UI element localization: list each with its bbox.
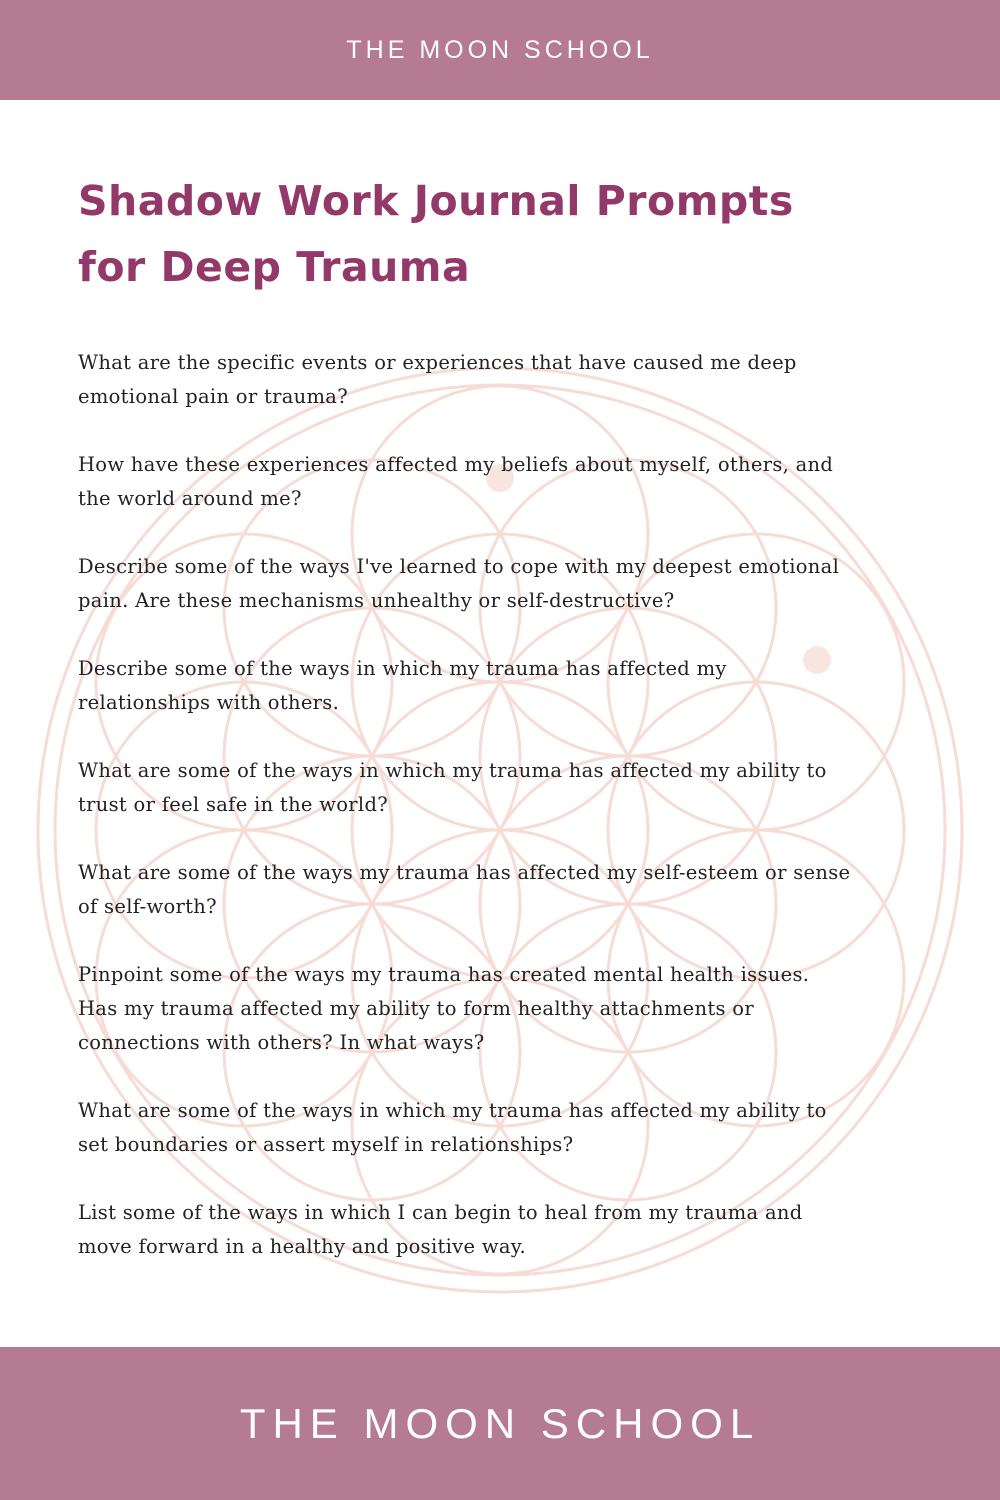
header-bar xyxy=(0,0,1000,100)
prompt-line: Has my trauma affected my ability to form healthy attachments or xyxy=(78,997,754,1020)
title-line-1: Shadow Work Journal Prompts xyxy=(78,177,794,225)
header-brand: THE MOON SCHOOL xyxy=(346,35,654,64)
prompt-item xyxy=(78,754,928,822)
prompt-line: of self-worth? xyxy=(78,895,217,918)
prompt-line: What are the specific events or experiences that have caused me deep xyxy=(78,351,797,374)
prompt-item xyxy=(78,550,928,618)
prompt-item xyxy=(78,1196,928,1264)
footer-bar xyxy=(0,1347,1000,1500)
prompt-line: What are some of the ways in which my trauma has affected my ability to xyxy=(78,1099,827,1122)
prompt-line: move forward in a healthy and positive way. xyxy=(78,1235,526,1258)
prompt-line: pain. Are these mechanisms unhealthy or self-destructive? xyxy=(78,589,675,612)
prompt-line: set boundaries or assert myself in relationships? xyxy=(78,1133,574,1156)
prompt-item xyxy=(78,346,928,414)
prompt-item xyxy=(78,448,928,516)
prompt-line: relationships with others. xyxy=(78,691,340,714)
prompt-line: How have these experiences affected my beliefs about myself, others, and xyxy=(78,453,834,476)
prompt-line: What are some of the ways in which my trauma has affected my ability to xyxy=(78,759,827,782)
main-content xyxy=(78,168,928,1298)
title-line-2: for Deep Trauma xyxy=(78,243,471,291)
prompt-line: Pinpoint some of the ways my trauma has created mental health issues. xyxy=(78,963,810,986)
prompt-line: connections with others? In what ways? xyxy=(78,1031,485,1054)
prompt-item xyxy=(78,652,928,720)
prompt-line: trust or feel safe in the world? xyxy=(78,793,388,816)
footer-brand: THE MOON SCHOOL xyxy=(239,1399,761,1447)
page-title xyxy=(78,168,928,300)
prompt-line: What are some of the ways my trauma has affected my self-esteem or sense xyxy=(78,861,851,884)
prompt-line: Describe some of the ways I've learned to cope with my deepest emotional xyxy=(78,555,840,578)
prompt-item xyxy=(78,856,928,924)
prompt-line: the world around me? xyxy=(78,487,302,510)
prompt-line: List some of the ways in which I can begin to heal from my trauma and xyxy=(78,1201,803,1224)
prompt-list xyxy=(78,346,928,1264)
prompt-line: emotional pain or trauma? xyxy=(78,385,348,408)
prompt-item xyxy=(78,1094,928,1162)
prompt-item xyxy=(78,958,928,1060)
prompt-line: Describe some of the ways in which my trauma has affected my xyxy=(78,657,727,680)
